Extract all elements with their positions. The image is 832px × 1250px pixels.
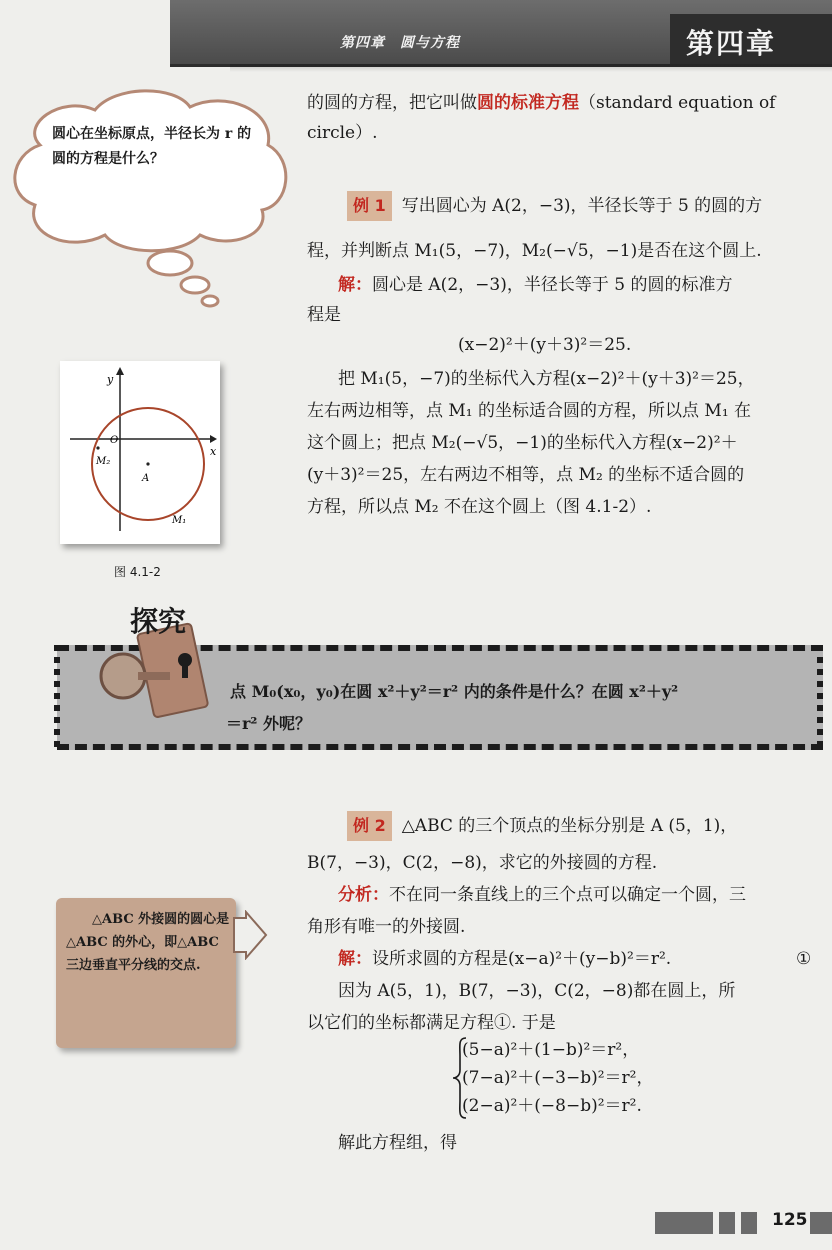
explore-question xyxy=(230,676,800,708)
thought-cloud-icon xyxy=(0,85,300,315)
page-footer-bars xyxy=(655,1212,765,1234)
example1-solution-line-2: 程是 xyxy=(307,305,341,325)
label-m2: M₂ xyxy=(96,456,111,467)
example1-text: 写出圆心为 A(2，−3)，半径长等于 5 的圆的方 xyxy=(401,196,763,216)
chapter-badge-text: 第四章 xyxy=(686,27,777,60)
solution-text: 圆心是 A(2，−3)，半径长等于 5 的圆的标准方 xyxy=(372,275,733,295)
explore-line-2: ＝r² 外呢？ xyxy=(226,714,312,733)
equation-number-1: ① xyxy=(796,949,812,969)
example2-para-1: 因为 A(5，1)，B(7，−3)，C(2，−8)都在圆上，所 xyxy=(338,981,736,1001)
term-standard-equation: 圆的标准方程 xyxy=(477,93,579,113)
example1-equation: (x−2)²＋(y＋3)²＝25. xyxy=(458,335,632,355)
intro-line-2: circle）. xyxy=(307,123,378,143)
point-m2 xyxy=(96,446,99,449)
y-axis-arrow-icon xyxy=(116,367,124,375)
system-equation-3: (2−a)²＋(−8−b)²＝r². xyxy=(462,1096,642,1116)
solution2-label: 解： xyxy=(338,949,372,969)
page-number: 125 xyxy=(772,1210,808,1230)
example2-text: △ABC 的三个顶点的坐标分别是 A (5，1)， xyxy=(401,816,738,836)
example1-line-2: 程，并判断点 M₁(5，−7)，M₂(−√5，−1)是否在这个圆上. xyxy=(307,241,762,261)
example2-solution-line xyxy=(338,944,671,974)
label-a: A xyxy=(142,473,150,484)
example2-analysis-line-2: 角形有唯一的外接圆. xyxy=(307,917,466,937)
analysis-text: 不在同一条直线上的三个点可以确定一个圆，三 xyxy=(389,885,746,905)
example1-line-1 xyxy=(347,191,822,221)
x-axis-arrow-icon xyxy=(210,435,217,443)
cloud-question: 圆心在坐标原点，半径长为 r 的圆的方程是什么？ xyxy=(52,126,252,167)
center-point-a xyxy=(146,462,149,465)
explore-line-1: 点 M₀(x₀，y₀)在圆 x²＋y²＝r² 内的条件是什么？在圆 x²＋y² xyxy=(230,682,679,701)
example2-line-1 xyxy=(347,811,822,841)
header-shadow xyxy=(230,64,832,72)
label-x: x xyxy=(210,445,217,458)
analysis-label: 分析： xyxy=(338,885,389,905)
example1-para-5: 方程，所以点 M₂ 不在这个圆上（图 4.1-2）. xyxy=(307,497,652,517)
side-note-arrow-icon xyxy=(232,910,270,960)
side-note-text: △ABC 外接圆的圆心是△ABC 的外心，即△ABC 三边垂直平分线的交点. xyxy=(66,912,230,973)
solution2-text: 设所求圆的方程是(x−a)²＋(y−b)²＝r². xyxy=(372,949,672,969)
example2-label: 例 2 xyxy=(347,811,392,841)
example1-para-1: 把 M₁(5，−7)的坐标代入方程(x−2)²＋(y＋3)²＝25， xyxy=(338,369,755,389)
label-origin: O xyxy=(110,435,119,446)
example1-solution-line-1 xyxy=(338,270,732,300)
example2-para-2: 以它们的坐标都满足方程①. 于是 xyxy=(307,1013,556,1033)
page-footer-end xyxy=(810,1212,832,1234)
intro-text: 的圆的方程，把它叫做 xyxy=(307,93,477,113)
example2-final: 解此方程组，得 xyxy=(338,1133,457,1153)
explore-edge-right xyxy=(817,645,823,750)
label-y: y xyxy=(107,373,114,386)
explore-title: 探究 xyxy=(130,605,187,638)
example2-analysis-line-1 xyxy=(338,880,746,910)
example1-para-4: (y＋3)²＝25，左右两边不相等，点 M₂ 的坐标不适合圆的 xyxy=(307,465,745,485)
example1-para-2: 左右两边相等，点 M₁ 的坐标适合圆的方程，所以点 M₁ 在 xyxy=(307,401,752,421)
label-m1: M₁ xyxy=(172,515,187,526)
circle-figure xyxy=(60,361,220,544)
intro-text-english: （standard equation of xyxy=(579,93,776,113)
figure-card xyxy=(60,361,220,544)
system-equation-2: (7−a)²＋(−3−b)²＝r²， xyxy=(462,1068,654,1088)
figure-caption: 图 4.1-2 xyxy=(114,565,161,579)
example2-line-2: B(7，−3)，C(2，−8)，求它的外接圆的方程. xyxy=(307,853,658,873)
intro-line-1 xyxy=(307,88,822,118)
solution-label: 解： xyxy=(338,275,372,295)
example1-label: 例 1 xyxy=(347,191,392,221)
header-chapter-title: 第四章 圆与方程 xyxy=(340,35,460,51)
explore-edge-left xyxy=(54,645,60,750)
system-equation-1: (5−a)²＋(1−b)²＝r²， xyxy=(462,1040,640,1060)
example1-para-3: 这个圆上；把点 M₂(−√5，−1)的坐标代入方程(x−2)²＋ xyxy=(307,433,738,453)
